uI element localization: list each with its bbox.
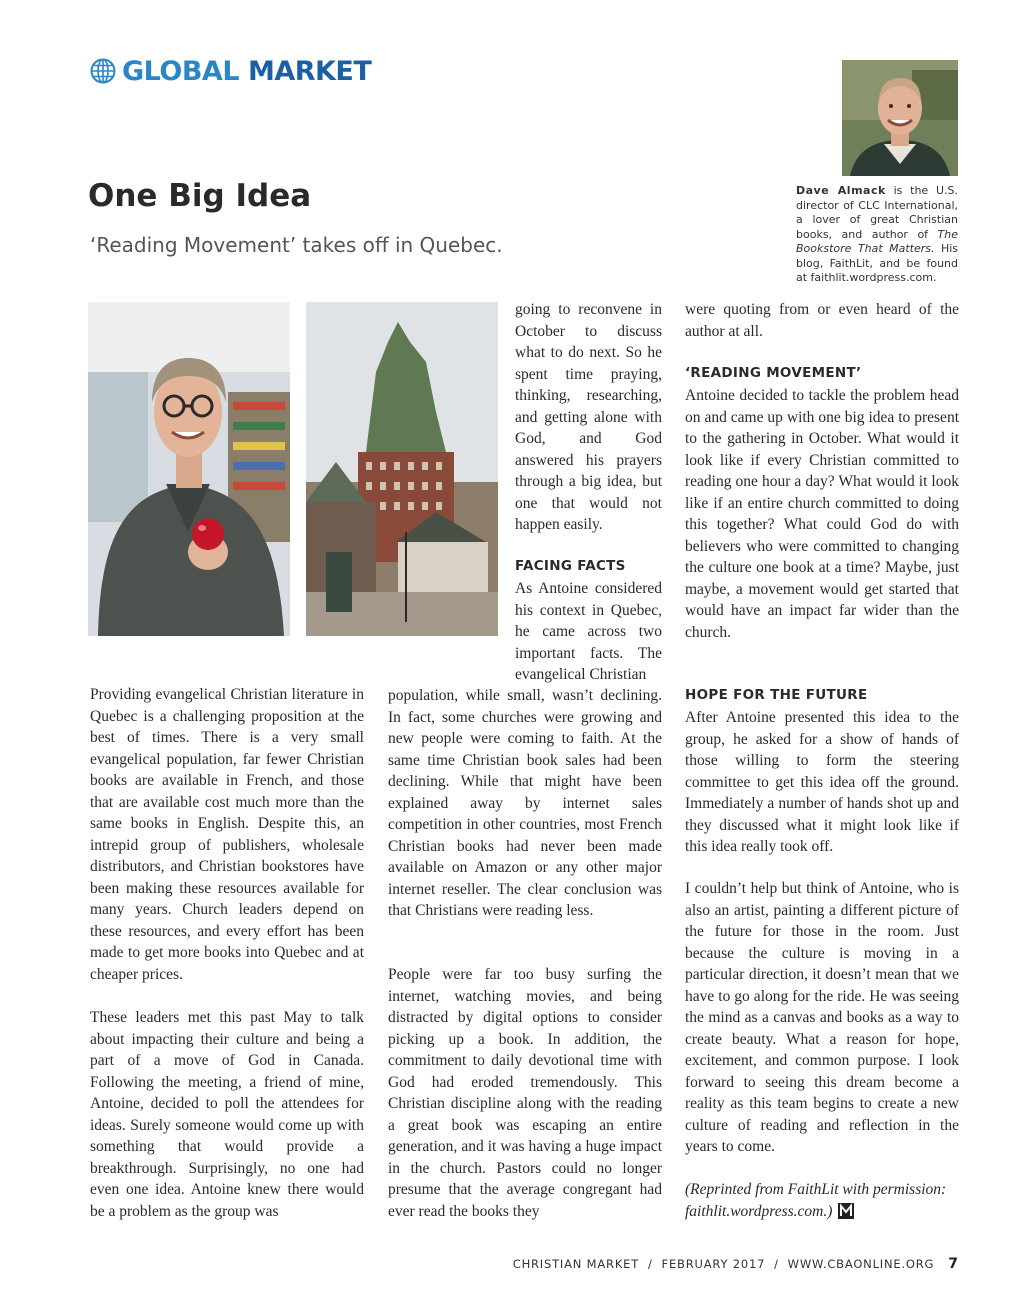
author-bio: Dave Almack is the U.S. director of CLC International, a lover of great Christian books, and author of The Bookstore That Matters. His blog, FaithLit, and be found at faithlit.wordpress.com. [796, 184, 958, 284]
author-name: Dave Almack [796, 184, 886, 197]
heading-reading-movement: ‘READING MOVEMENT’ [685, 365, 862, 381]
col3-paragraph-3: After Antoine presented this idea to the group, he asked for a show of hands of those willing to form the steering committee to get this idea off the ground. Immediately a number of hands shot up and they discussed what it might look like if this idea really took off. [685, 709, 959, 855]
section-title: GLOBAL MARKET [122, 55, 372, 87]
photo-antoine [88, 302, 290, 636]
article-subtitle: ‘Reading Movement’ takes off in Quebec. [90, 233, 503, 257]
col1-paragraph-2: These leaders met this past May to talk about impacting their culture and being a part of a move of God in Canada. Following the meeting, a friend of mine, Antoine, decided to poll the attendees for ideas. Surely someone would come up with something that would provide a breakthrough. Surprisingly, no one had even one idea. Antoine knew there would be a problem as the group was [90, 1009, 364, 1220]
col2-paragraph-3: People were far too busy surfing the internet, watching movies, and being distracted by digital options to consider picking up a book. In addition, the commitment to daily devotional time with God had eroded tremendously. This Christian discipline along with the reading a great book was escaping an entire generation, and it was having a huge impact in the church. Pastors could no longer presume that the average congregant had ever read the books they [388, 966, 662, 1220]
end-mark-icon [838, 1203, 854, 1219]
col2-paragraph-2a: As Antoine considered his context in Quebec, he came across two important facts. The evangelical Christian [515, 580, 662, 683]
article-title: One Big Idea [88, 178, 312, 214]
col3-paragraph-4: I couldn’t help but think of Antoine, who is also an artist, painting a different picture of the future for those in the room. Just because the culture is moving in a particular direction, it doesn’t mean that we have to go along for the ride. He was seeing the mind as a canvas and books as a way to create beauty. What a reason for hope, excitement, and common purpose. I look forward to seeing this dream become a reality as this team begins to create a new culture of reading and reflection in the years to come. [685, 880, 959, 1155]
photo-chateau-frontenac [306, 302, 498, 636]
footer-text: CHRISTIAN MARKET / FEBRUARY 2017 / WWW.CBAONLINE.ORG [512, 1257, 935, 1271]
col3-paragraph-2: Antoine decided to tackle the problem head on and came up with one big idea to present to the gathering in October. What would it look like if every Christian committed to reading one hour a day? What would it look like if an entire church committed to doing this together? What could God do with believers who were committed to changing the culture one book at a time? Maybe, just maybe, a movement would get started that would have an impact far wider than the church. [685, 387, 959, 641]
heading-facing-facts: FACING FACTS [515, 558, 626, 574]
reprint-credit: (Reprinted from FaithLit with permission: faithlit.wordpress.com.) [685, 1181, 947, 1220]
heading-hope-for-the-future: HOPE FOR THE FUTURE [685, 687, 868, 703]
section-header [90, 55, 371, 87]
page-number: 7 [948, 1256, 958, 1272]
col2-paragraph-2b: population, while small, wasn’t declining. In fact, some churches were growing and new people were coming to faith. At the same time Christian book sales had been declining. While that might have been explained away by internet sales competition in other countries, most French Christian books had never been made available on Amazon or any other major internet reseller. The clear conclusion was that Christians were reading less. [388, 687, 662, 919]
globe-icon [90, 58, 116, 84]
col2-paragraph-1: going to reconvene in October to discuss what to do next. So he spent time praying, thinking, researching, and getting alone with God, and God answered his prayers through a big idea, but one that would not happen easily. [515, 301, 662, 533]
author-photo [842, 60, 958, 176]
author-book-title: The Bookstore That Matters. [796, 227, 958, 255]
page-footer [513, 1256, 958, 1272]
col1-paragraph-1: Providing evangelical Christian literature in Quebec is a challenging proposition at the best of times. There is a very small evangelical population, far fewer Christian books are available in French, and those that are available cost much more than the same books in English. Despite this, an intrepid group of publishers, wholesale distributors, and Christian bookstores have been making these resources available for many years. Church leaders depend on these resources, and every effort has been made to get more books into Quebec and at cheaper prices. [90, 686, 364, 983]
col3-paragraph-1: were quoting from or even heard of the author at all. [685, 301, 959, 340]
